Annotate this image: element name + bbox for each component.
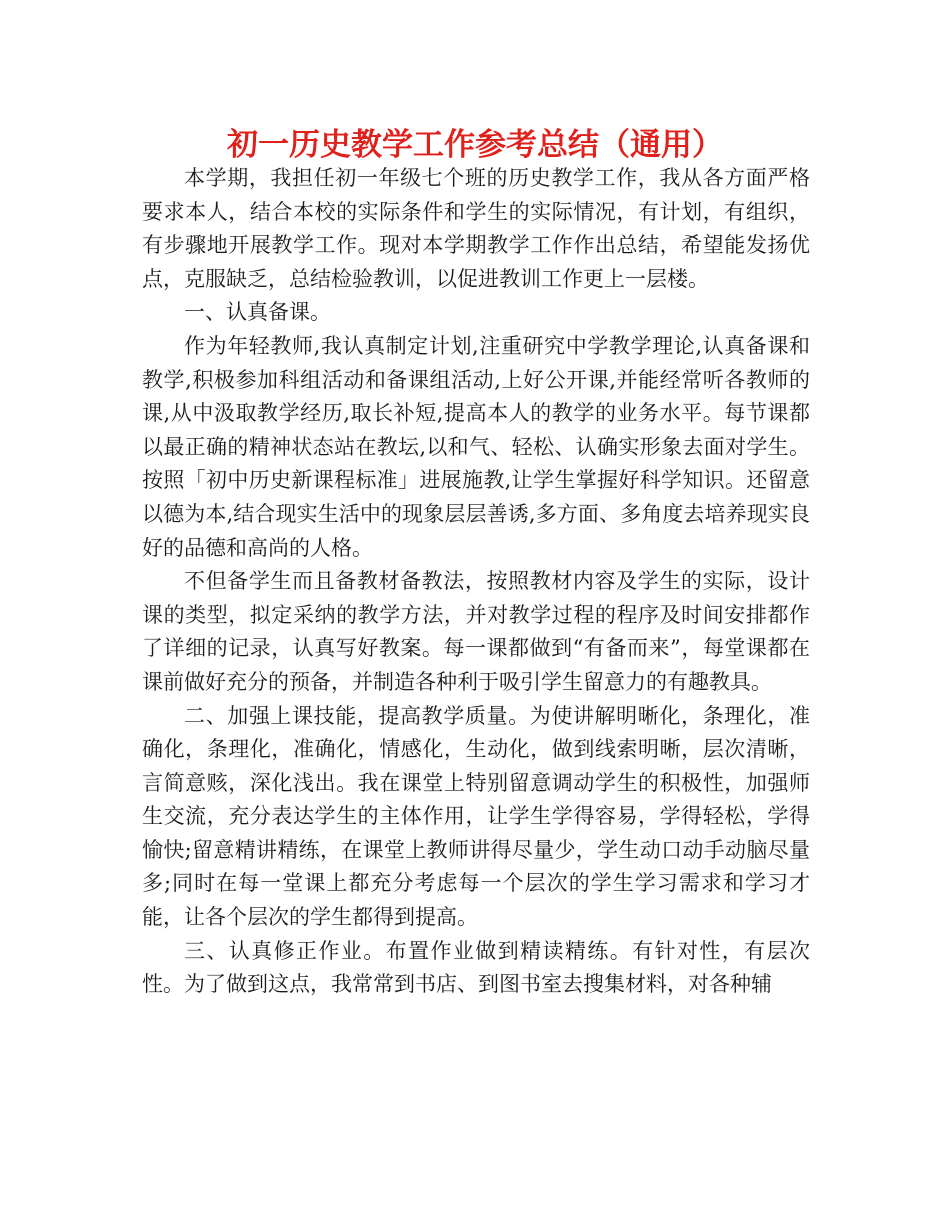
paragraph-intro: 本学期，我担任初一年级七个班的历史教学工作，我从各方面严格要求本人，结合本校的实际条件和学生的实际情况，有计划，有组织，有步骤地开展教学工作。现对本学期教学工作作出总结，希望能发扬优点，克服缺乏，总结检验教训，以促进教训工作更上一层楼。 [142,166,810,291]
paragraph-lesson-prep: 作为年轻教师,我认真制定计划,注重研究中学教学理论,认真备课和教学,积极参加科组活动和备课组活动,上好公开课,并能经常听各教师的课,从中汲取教学经历,取长补短,提高本人的教学的业务水平。每节课都以最正确的精神状态站在教坛,以和气、轻松、认确实形象去面对学生。按照「初中历史新课程标准」进展施教,让学生掌握好科学知识。还留意以德为本,结合现实生活中的现象层层善诱,多方面、多角度去培养现实良好的品德和高尚的人格。 [142,333,810,560]
paragraph-teaching-skills: 二、加强上课技能，提高教学质量。为使讲解明晰化，条理化，准确化，条理化，准确化，情感化，生动化，做到线索明晰，层次清晰，言简意赅，深化浅出。我在课堂上特别留意调动学生的积极性，加强师生交流，充分表达学生的主体作用，让学生学得容易，学得轻松，学得愉快;留意精讲精练，在课堂上教师讲得尽量少，学生动口动手动脑尽量多;同时在每一堂课上都充分考虑每一个层次的学生学习需求和学习才能，让各个层次的学生都得到提高。 [142,703,810,930]
paragraph-materials: 不但备学生而且备教材备教法，按照教材内容及学生的实际，设计课的类型，拟定采纳的教学方法，并对教学过程的程序及时间安排都作了详细的记录，认真写好教案。每一课都做到“有备而来”，每堂课都在课前做好充分的预备，并制造各种利于吸引学生留意力的有趣教具。 [142,569,810,694]
paragraph-homework: 三、认真修正作业。布置作业做到精读精练。有针对性，有层次性。为了做到这点，我常常到书店、到图书室去搜集材料，对各种辅 [142,938,810,997]
section-heading-1: 一、认真备课。 [184,300,331,325]
document-body [142,162,810,1002]
document-title: 初一历史教学工作参考总结（通用） [227,127,723,163]
